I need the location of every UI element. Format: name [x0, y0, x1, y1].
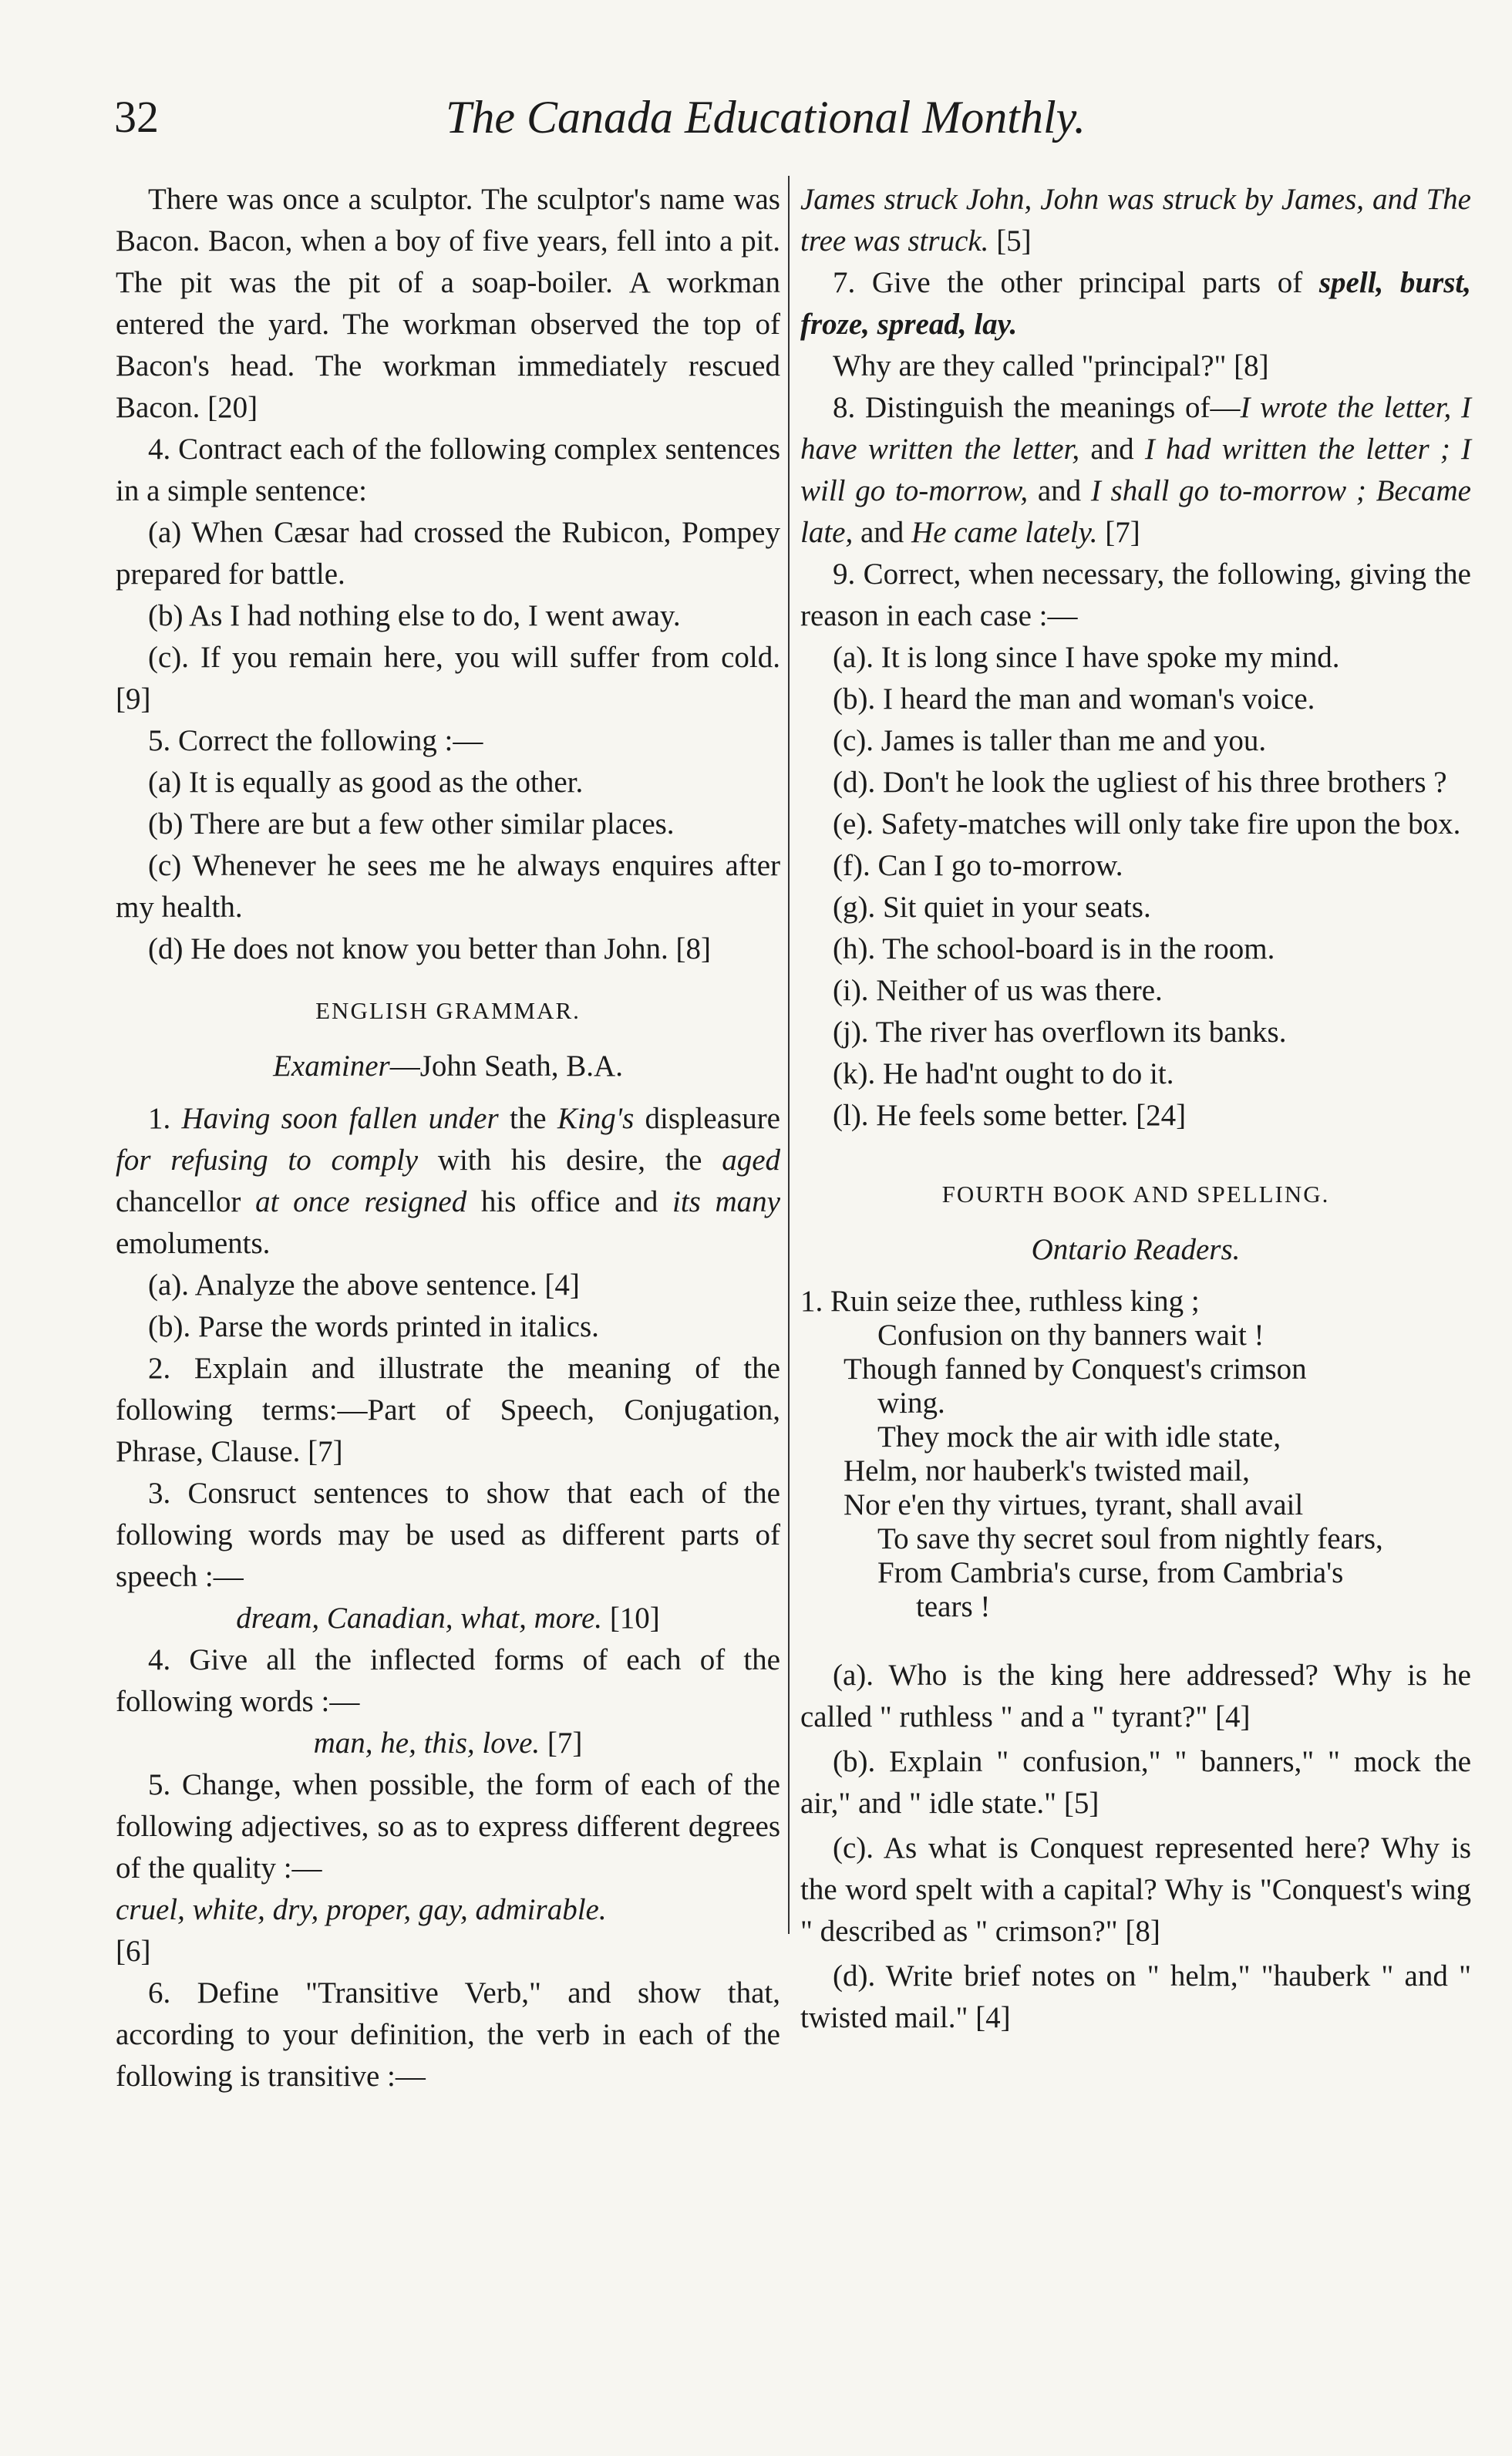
g5-words: cruel, white, dry, proper, gay, admirable.: [116, 1893, 607, 1926]
poem-question-a: (a). Who is the king here addressed? Why is he called " ruthless " and a " tyrant?" [4]: [800, 1659, 1471, 1733]
question-9g: (g). Sit quiet in your seats.: [833, 891, 1151, 924]
grammar-question-3: 3. Consruct sentences to show that each of the following words may be used as different parts of speech :—: [116, 1477, 780, 1593]
section-title-english-grammar: ENGLISH GRAMMAR.: [315, 997, 581, 1024]
question-5d: (d) He does not know you better than John. [8]: [148, 932, 712, 965]
section-subtitle: Ontario Readers.: [1031, 1233, 1241, 1266]
g8-italic-1: I wrote the letter, I have written the letter,: [800, 391, 1471, 466]
grammar-question-5-mark: [6]: [116, 1935, 151, 1968]
g1-text-2: displeasure: [634, 1102, 780, 1135]
question-5c: (c) Whenever he sees me he always enquires after my health.: [116, 849, 780, 924]
poem-line: They mock the air with idle state,: [877, 1420, 1281, 1454]
grammar-question-6: 6. Define "Transitive Verb," and show that, according to your definition, the verb in each of the following is transitive :—: [116, 1976, 780, 2093]
poem-line: tears !: [916, 1590, 991, 1623]
g1-italic-5: at once resigned: [255, 1185, 467, 1218]
g1-italic-2: King's: [557, 1102, 635, 1135]
question-9d: (d). Don't he look the ugliest of his three brothers ?: [833, 766, 1447, 799]
question-9l: (l). He feels some better. [24]: [833, 1099, 1187, 1132]
grammar-question-7-why: Why are they called "principal?" [8]: [833, 349, 1269, 382]
g3-words: dream, Canadian, what, more.: [236, 1602, 603, 1635]
question-9f: (f). Can I go to-morrow.: [833, 849, 1123, 882]
grammar-question-8: [800, 387, 1471, 554]
g8-mark: [7]: [1097, 516, 1140, 549]
question-5: 5. Correct the following :—: [148, 724, 483, 757]
g6-examples: James struck John, John was struck by James, and The tree was struck.: [800, 183, 1471, 258]
g8-italic-4: He came lately.: [911, 516, 1098, 549]
g7-words: spell, burst, froze, spread, lay.: [800, 266, 1472, 341]
question-4: 4. Contract each of the following complex sentences in a simple sentence:: [116, 433, 780, 507]
question-4a: (a) When Cæsar had crossed the Rubicon, Pompey prepared for battle.: [116, 516, 780, 591]
question-5a: (a) It is equally as good as the other.: [148, 766, 584, 799]
poem-line: From Cambria's curse, from Cambria's: [877, 1556, 1344, 1589]
paragraph-sculptor: There was once a sculptor. The sculptor's name was Bacon. Bacon, when a boy of five years, fell into a pit. The pit was the pit of a soap-boiler. A workman entered the yard. The workman observed the top of Bacon's head. The workman immediately rescued Bacon. [20]: [116, 183, 780, 424]
grammar-question-3-words: [116, 1598, 780, 1639]
g8-text-2: and: [1028, 474, 1091, 507]
question-9j: (j). The river has overflown its banks.: [833, 1016, 1287, 1049]
g7-text: 7. Give the other principal parts of: [833, 266, 1319, 299]
g1-italic-3: for refusing to comply: [116, 1144, 419, 1177]
grammar-question-5: 5. Change, when possible, the form of each of the following adjectives, so as to express different degrees of the quality :—: [116, 1768, 780, 1885]
question-9e: (e). Safety-matches will only take fire upon the box.: [833, 807, 1461, 841]
grammar-question-4: 4. Give all the inflected forms of each of the following words :—: [116, 1643, 780, 1718]
poem-question-d: (d). Write brief notes on " helm," "hauberk " and " twisted mail." [4]: [800, 1959, 1471, 2034]
g1-italic-4: aged: [722, 1144, 780, 1177]
examiner-label: Examiner: [273, 1049, 390, 1083]
question-9b: (b). I heard the man and woman's voice.: [833, 682, 1315, 716]
poem-line: Nor e'en thy virtues, tyrant, shall avail: [844, 1488, 1304, 1521]
right-column: [800, 179, 1471, 2039]
g8-italic-3: I shall go to-morrow ; Became late,: [800, 474, 1471, 549]
g1-num: 1.: [148, 1102, 182, 1135]
g1-text-6: emoluments.: [116, 1227, 271, 1260]
grammar-question-1a: (a). Analyze the above sentence. [4]: [148, 1268, 580, 1302]
poem-line: 1. Ruin seize thee, ruthless king ;: [800, 1285, 1200, 1318]
left-column: [116, 179, 780, 2097]
poem-line: To save thy secret soul from nightly fears,: [877, 1522, 1383, 1555]
g1-text-3: with his desire, the: [418, 1144, 722, 1177]
poem-line: Confusion on thy banners wait !: [877, 1319, 1264, 1352]
grammar-question-2: 2. Explain and illustrate the meaning of the following terms:—Part of Speech, Conjugation, Phrase, Clause. [7]: [116, 1352, 780, 1468]
grammar-question-1: [116, 1098, 780, 1265]
running-title: The Canada Educational Monthly.: [446, 92, 1086, 143]
g1-text-5: his office and: [466, 1185, 672, 1218]
grammar-question-1b: (b). Parse the words printed in italics.: [148, 1310, 599, 1343]
poem-line: wing.: [877, 1386, 945, 1420]
g8-italic-2: I had written the letter ; I will go to-morrow,: [800, 433, 1472, 507]
page-number: 32: [114, 92, 159, 142]
grammar-question-7: [800, 262, 1471, 345]
poem-line: Though fanned by Conquest's crimson: [844, 1353, 1307, 1386]
question-9h: (h). The school-board is in the room.: [833, 932, 1275, 965]
g1-italic-1: Having soon fallen under: [181, 1102, 499, 1135]
question-4c: (c). If you remain here, you will suffer from cold. [9]: [116, 641, 780, 716]
g1-text-4: chancellor: [116, 1185, 256, 1218]
poem-question-c: (c). As what is Conquest represented here? Why is the word spelt with a capital? Why is "Conquest's wing " described as " crimson?" [8]: [800, 1831, 1471, 1948]
grammar-question-5-words: [116, 1889, 780, 1931]
question-9k: (k). He had'nt ought to do it.: [833, 1057, 1174, 1090]
question-9a: (a). It is long since I have spoke my mind.: [833, 641, 1340, 674]
g1-italic-6: its many: [672, 1185, 780, 1218]
g4-words: man, he, this, love.: [313, 1727, 540, 1760]
g4-mark: [7]: [540, 1727, 583, 1760]
poem-line: Helm, nor hauberk's twisted mail,: [844, 1454, 1250, 1487]
poem-question-b: (b). Explain " confusion," " banners," " mock the air," and " idle state." [5]: [800, 1745, 1471, 1820]
grammar-question-6-continued: [800, 179, 1471, 262]
g1-text-1: the: [498, 1102, 557, 1135]
question-5b: (b) There are but a few other similar places.: [148, 807, 675, 841]
examiner-name: —John Seath, B.A.: [389, 1049, 623, 1083]
column-divider: [788, 176, 790, 1934]
section-title-fourth-book: FOURTH BOOK AND SPELLING.: [941, 1181, 1330, 1208]
g3-mark: [10]: [602, 1602, 660, 1635]
question-9c: (c). James is taller than me and you.: [833, 724, 1267, 757]
g8-text-3: and: [853, 516, 912, 549]
grammar-question-9: 9. Correct, when necessary, the following, giving the reason in each case :—: [800, 558, 1471, 632]
poem: [800, 1285, 1471, 1624]
g8-text: 8. Distinguish the meanings of—: [833, 391, 1241, 424]
question-9i: (i). Neither of us was there.: [833, 974, 1163, 1007]
g8-text-1: and: [1079, 433, 1145, 466]
g6-mark: [5]: [988, 224, 1032, 258]
examiner-line: [116, 1046, 780, 1087]
question-4b: (b) As I had nothing else to do, I went away.: [148, 599, 681, 632]
page-header: [114, 91, 1386, 153]
grammar-question-4-words: [116, 1723, 780, 1764]
